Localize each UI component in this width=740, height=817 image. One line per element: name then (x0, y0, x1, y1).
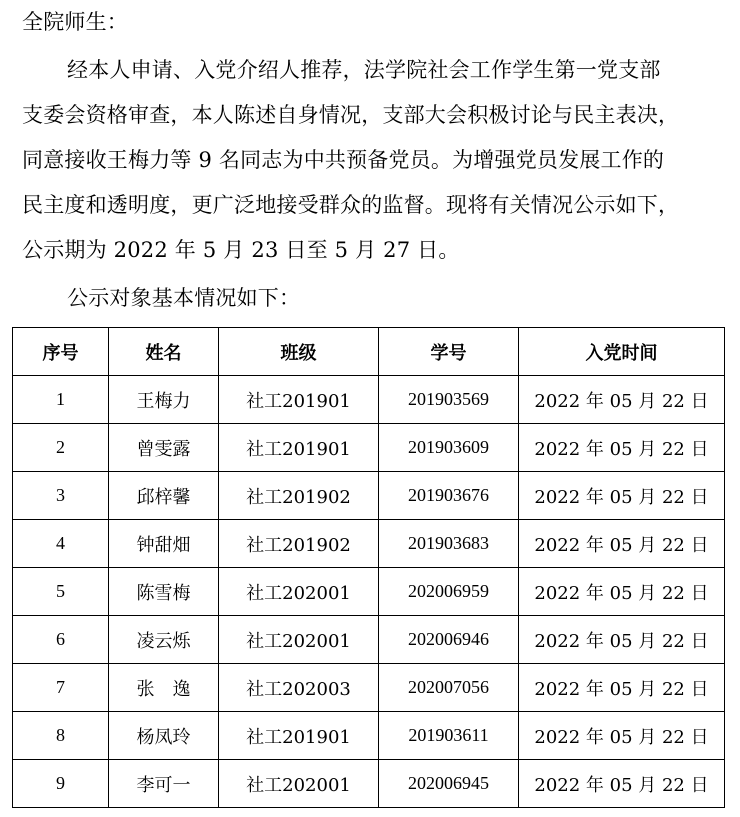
greeting: 全院师生： (22, 10, 128, 34)
table-row (13, 568, 725, 616)
cell-class: 社工201901 (219, 424, 379, 472)
cell-index: 1 (13, 376, 109, 424)
cell-student-id: 202007056 (379, 664, 519, 712)
table-row (13, 664, 725, 712)
header-index: 序号 (13, 328, 109, 376)
cell-class: 社工201901 (219, 712, 379, 760)
cell-index: 6 (13, 616, 109, 664)
cell-class: 社工201901 (219, 376, 379, 424)
header-class: 班级 (219, 328, 379, 376)
cell-name: 张 逸 (109, 664, 219, 712)
paragraph-line-2: 支委会资格审查，本人陈述自身情况，支部大会积极讨论与民主表决， (22, 103, 680, 127)
table-row (13, 376, 725, 424)
cell-index: 2 (13, 424, 109, 472)
cell-index: 3 (13, 472, 109, 520)
paragraph-line-5: 公示期为 2022 年 5 月 23 日至 5 月 27 日。 (22, 238, 460, 262)
cell-student-id: 202006959 (379, 568, 519, 616)
cell-join-date: 2022 年 05 月 22 日 (519, 472, 725, 520)
cell-join-date: 2022 年 05 月 22 日 (519, 568, 725, 616)
cell-join-date: 2022 年 05 月 22 日 (519, 616, 725, 664)
cell-join-date: 2022 年 05 月 22 日 (519, 424, 725, 472)
cell-student-id: 201903676 (379, 472, 519, 520)
cell-name: 杨凤玲 (109, 712, 219, 760)
table-row (13, 712, 725, 760)
table-header-row (13, 328, 725, 376)
header-name: 姓名 (109, 328, 219, 376)
cell-student-id: 201903569 (379, 376, 519, 424)
cell-index: 9 (13, 760, 109, 808)
cell-name: 钟甜畑 (109, 520, 219, 568)
cell-join-date: 2022 年 05 月 22 日 (519, 664, 725, 712)
paragraph-line-3: 同意接收王梅力等 9 名同志为中共预备党员。为增强党员发展工作的 (22, 148, 665, 172)
cell-name: 凌云烁 (109, 616, 219, 664)
cell-class: 社工202001 (219, 760, 379, 808)
table-row (13, 424, 725, 472)
cell-class: 社工201902 (219, 520, 379, 568)
cell-index: 8 (13, 712, 109, 760)
header-join-date: 入党时间 (519, 328, 725, 376)
cell-index: 5 (13, 568, 109, 616)
cell-class: 社工202001 (219, 568, 379, 616)
paragraph-line-1: 经本人申请、入党介绍人推荐，法学院社会工作学生第一党支部 (67, 58, 661, 82)
cell-index: 4 (13, 520, 109, 568)
cell-join-date: 2022 年 05 月 22 日 (519, 760, 725, 808)
table-row (13, 472, 725, 520)
cell-class: 社工202003 (219, 664, 379, 712)
cell-index: 7 (13, 664, 109, 712)
table-row (13, 520, 725, 568)
cell-name: 李可一 (109, 760, 219, 808)
cell-class: 社工202001 (219, 616, 379, 664)
cell-name: 邱梓馨 (109, 472, 219, 520)
cell-name: 曾雯露 (109, 424, 219, 472)
cell-join-date: 2022 年 05 月 22 日 (519, 520, 725, 568)
paragraph-line-4: 民主度和透明度，更广泛地接受群众的监督。现将有关情况公示如下， (22, 193, 680, 217)
cell-class: 社工201902 (219, 472, 379, 520)
cell-student-id: 202006945 (379, 760, 519, 808)
cell-join-date: 2022 年 05 月 22 日 (519, 376, 725, 424)
table-intro: 公示对象基本情况如下： (67, 286, 301, 310)
table-row (13, 616, 725, 664)
header-student-id: 学号 (379, 328, 519, 376)
cell-student-id: 201903611 (379, 712, 519, 760)
cell-name: 陈雪梅 (109, 568, 219, 616)
cell-student-id: 201903609 (379, 424, 519, 472)
cell-join-date: 2022 年 05 月 22 日 (519, 712, 725, 760)
table-row (13, 760, 725, 808)
cell-student-id: 202006946 (379, 616, 519, 664)
cell-student-id: 201903683 (379, 520, 519, 568)
member-table (12, 327, 725, 808)
cell-name: 王梅力 (109, 376, 219, 424)
